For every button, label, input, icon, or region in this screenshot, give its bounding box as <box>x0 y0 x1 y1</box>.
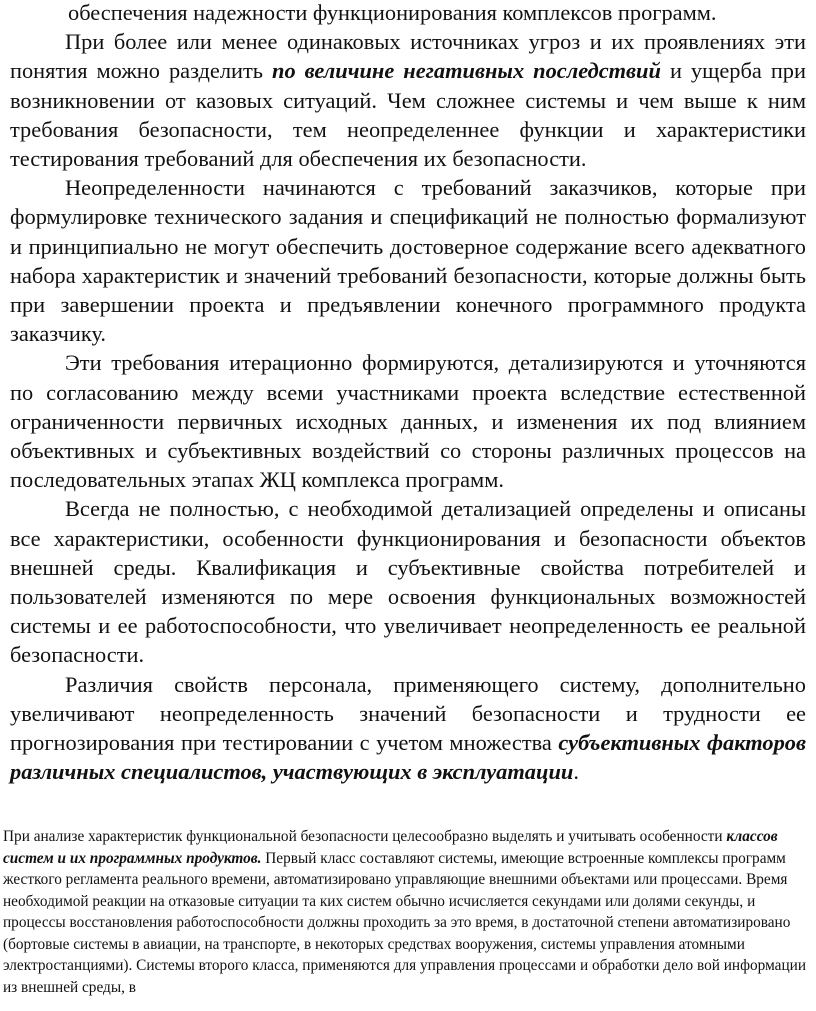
text-run: Эти требования итерационно формируются, детализируются и уточняются по согласованию между всеми участниками проекта вследствие естественной ограниченности первичных исходных данных, и изменения их под влиянием объективных и субъективных воздействий со стороны различных процессов на последовательных этапах ЖЦ комплекса программ. <box>10 350 806 493</box>
text-run: При анализе характеристик функциональной безопасности целесообразно выделять и учитывать особенности <box>3 828 727 845</box>
text-run: Различия свойств персонала, применяющего систему, дополнительно увеличивают неопределенность значений безопасности и трудности ее прогнозирования при тестировании с учетом множества <box>10 671 806 756</box>
paragraph-4 <box>10 494 806 669</box>
text-run: . <box>573 759 579 785</box>
paragraph-3 <box>10 348 806 494</box>
emphasis-text: по величине негативных последствий <box>272 58 661 84</box>
paragraph-1 <box>10 27 806 173</box>
main-text-large <box>10 0 806 786</box>
text-run: обеспечения надежности функционирования комплексов программ. <box>68 0 717 25</box>
paragraph-5 <box>10 670 806 787</box>
paragraph-0 <box>10 0 806 27</box>
text-run: Всегда не полностью, с необходимой детализацией определены и описаны все характеристики, особенности функционирования и безопасности объектов внешней среды. Квалификация и субъективные свойства потребителей и пользователей изменяются по мере освоения функциональных возможностей системы и ее работоспособности, что увеличивает неопределенность ее реальной безопасности. <box>10 496 806 668</box>
paragraph-small <box>3 826 809 998</box>
emphasis-text: классов систем и их программных продуктов. <box>3 828 778 867</box>
text-run: Неопределенности начинаются с требований заказчиков, которые при формулировке технического задания и спецификаций не полностью формализуют и принципиально не могут обеспечить достоверное содержание всего адекватного набора характеристик и значений требований безопасности, которые должны быть при завершении проекта и предъявлении конечного программного продукта заказчику. <box>10 175 806 347</box>
paragraph-2 <box>10 173 806 348</box>
main-text-small <box>3 826 809 998</box>
emphasis-text: субъективных факторов различных специалистов, участвующих в эксплуатации <box>10 730 806 785</box>
text-run: Первый класс составляют системы, имеющие встроенные комплексы программ жесткого регламента реального времени, автоматизировано управляющие внешними объектами или процессами. Время необходимой реакции на отказовые ситуации та ких систем обычно исчисляется секундами или долями секунды, и процессы восстановления работоспособности должны проходить за это время, в достаточной степени автоматизировано (бортовые системы в авиации, на транспорте, в некоторых средствах вооружения, системы управления атомными электростанциями). Системы второго класса, применяются для управления процессами и обработки дело вой информации из внешней среды, в <box>3 849 807 996</box>
text-run: и ущерба при возникновении от казовых ситуаций. Чем сложнее системы и чем выше к ним требования безопасности, тем неопределеннее функции и характеристики тестирования требований для обеспечения их безопасности. <box>10 58 806 172</box>
text-run: При более или менее одинаковых источниках угроз и их проявлениях эти понятия можно разделить <box>10 29 806 84</box>
